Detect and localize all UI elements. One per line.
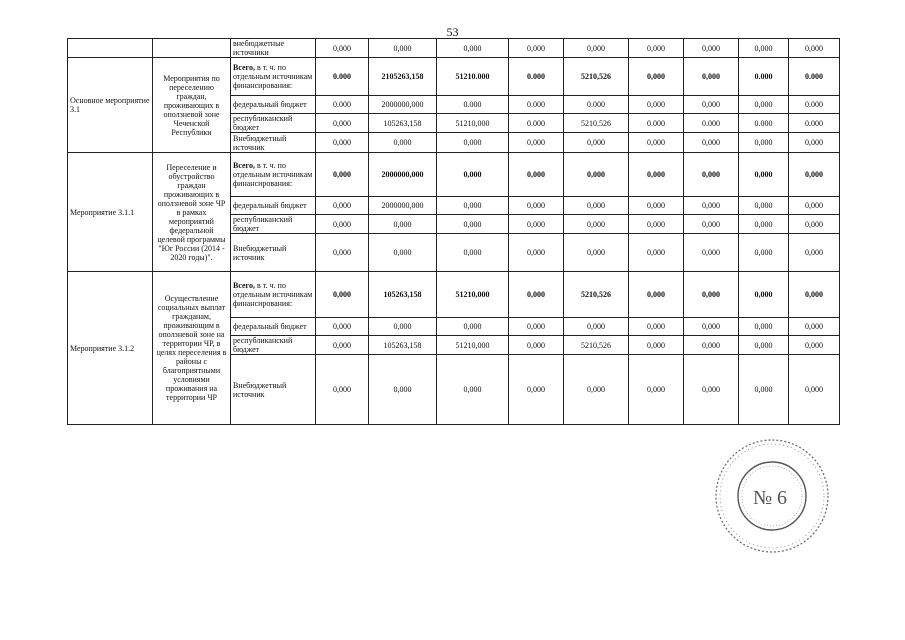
value-cell: 0,000 bbox=[739, 318, 789, 336]
source-text: Внебюджетный источник bbox=[233, 133, 287, 152]
value-cell: 0.000 bbox=[316, 58, 369, 96]
value-cell: 0,000 bbox=[629, 133, 684, 153]
value-cell: 0.000 bbox=[437, 96, 509, 114]
value-cell: 0,000 bbox=[437, 234, 509, 272]
source-text: в т. ч. по отдельным источникам финансирования: bbox=[233, 281, 313, 308]
financing-table bbox=[67, 38, 840, 425]
value-cell: 0.000 bbox=[739, 58, 789, 96]
source-cell bbox=[231, 234, 316, 272]
source-text: Внебюджетный источник bbox=[233, 243, 287, 262]
value-cell: 0.000 bbox=[789, 96, 840, 114]
group-label: Мероприятие 3.1.2 bbox=[68, 272, 153, 425]
value-cell: 0.000 bbox=[789, 114, 840, 133]
value-cell: 0,000 bbox=[369, 355, 437, 425]
value-cell: 0,000 bbox=[629, 153, 684, 197]
group-name: Мероприятия по переселению граждан, проживающих в оползневой зоне Чеченской Республики bbox=[153, 58, 231, 153]
value-cell: 0,000 bbox=[739, 96, 789, 114]
value-cell: 5210.526 bbox=[564, 114, 629, 133]
value-cell: 51210,000 bbox=[437, 336, 509, 355]
value-cell: 0,000 bbox=[437, 39, 509, 58]
value-cell: 0,000 bbox=[739, 133, 789, 153]
source-text: федеральный бюджет bbox=[233, 201, 307, 210]
table-row bbox=[68, 39, 840, 58]
value-cell: 0,000 bbox=[739, 272, 789, 318]
value-cell: 0,000 bbox=[509, 318, 564, 336]
value-cell: 5210,526 bbox=[564, 58, 629, 96]
value-cell: 2000000,000 bbox=[369, 96, 437, 114]
value-cell: 0,000 bbox=[629, 215, 684, 234]
value-cell: 0.000 bbox=[739, 114, 789, 133]
value-cell: 0,000 bbox=[564, 153, 629, 197]
value-cell: 0,000 bbox=[437, 153, 509, 197]
value-cell: 0,000 bbox=[684, 272, 739, 318]
source-text: в т. ч. по отдельным источникам финансирования: bbox=[233, 63, 313, 90]
value-cell: 0,000 bbox=[564, 355, 629, 425]
value-cell: 0,000 bbox=[509, 234, 564, 272]
stamp-text: № 6 bbox=[752, 487, 788, 509]
value-cell: 0,000 bbox=[509, 272, 564, 318]
source-cell bbox=[231, 58, 316, 96]
value-cell: 0,000 bbox=[369, 133, 437, 153]
value-cell: 0,000 bbox=[437, 318, 509, 336]
value-cell: 0,000 bbox=[684, 58, 739, 96]
value-cell: 0,000 bbox=[316, 133, 369, 153]
value-cell: 0,000 bbox=[437, 197, 509, 215]
table-row-total bbox=[68, 272, 840, 318]
value-cell: 0,000 bbox=[789, 197, 840, 215]
value-cell: 0.000 bbox=[509, 96, 564, 114]
value-cell: 0.000 bbox=[564, 96, 629, 114]
value-cell: 0,000 bbox=[509, 197, 564, 215]
value-cell: 51210,000 bbox=[437, 272, 509, 318]
value-cell: 0,000 bbox=[509, 215, 564, 234]
value-cell: 0,000 bbox=[316, 215, 369, 234]
value-cell: 0,000 bbox=[629, 318, 684, 336]
source-text: Внебюджетный источник bbox=[233, 380, 287, 399]
value-cell: 0,000 bbox=[509, 153, 564, 197]
value-cell: 0,000 bbox=[684, 336, 739, 355]
source-cell bbox=[231, 215, 316, 234]
value-cell: 0,000 bbox=[684, 355, 739, 425]
value-cell: 0,000 bbox=[316, 272, 369, 318]
value-cell: 0,000 bbox=[509, 133, 564, 153]
source-cell bbox=[231, 355, 316, 425]
value-cell: 0,000 bbox=[509, 355, 564, 425]
value-cell: 0,000 bbox=[316, 318, 369, 336]
value-cell: 0,000 bbox=[564, 318, 629, 336]
value-cell: 0.000 bbox=[509, 114, 564, 133]
value-cell: 0,000 bbox=[369, 318, 437, 336]
group-label: Основное мероприятие 3.1 bbox=[68, 58, 153, 153]
group-name: Переселение и обустройство граждан проживающих в оползневой зоне ЧР в рамках мероприятий федеральной целевой программы "Юг России (2014 - 2020 годы)". bbox=[153, 153, 231, 272]
value-cell: 0,000 bbox=[789, 336, 840, 355]
value-cell: 0.000 bbox=[316, 96, 369, 114]
group-label: Мероприятие 3.1.1 bbox=[68, 153, 153, 272]
value-cell: 0,000 bbox=[316, 234, 369, 272]
source-bold: Всего, bbox=[233, 63, 255, 72]
value-cell: 5210,526 bbox=[564, 272, 629, 318]
value-cell: 105263,158 bbox=[369, 336, 437, 355]
value-cell: 0,000 bbox=[629, 96, 684, 114]
name-cell bbox=[153, 39, 231, 58]
value-cell: 0,000 bbox=[684, 133, 739, 153]
source-cell bbox=[231, 272, 316, 318]
table-row-total bbox=[68, 153, 840, 197]
office-stamp bbox=[712, 436, 832, 556]
value-cell: 0,000 bbox=[369, 39, 437, 58]
source-text: федеральный бюджет bbox=[233, 322, 307, 331]
value-cell: 0,000 bbox=[629, 355, 684, 425]
source-cell: внебюджетные источники bbox=[231, 39, 316, 58]
value-cell: 0,000 bbox=[316, 39, 369, 58]
value-cell: 2000000,000 bbox=[369, 197, 437, 215]
value-cell: 5210,526 bbox=[564, 336, 629, 355]
value-cell: 0,000 bbox=[509, 39, 564, 58]
table-body bbox=[68, 39, 840, 425]
value-cell: 0,000 bbox=[789, 133, 840, 153]
value-cell: 51210.000 bbox=[437, 58, 509, 96]
value-cell: 0,000 bbox=[739, 215, 789, 234]
value-cell: 0,000 bbox=[789, 318, 840, 336]
source-text: республиканский бюджет bbox=[233, 215, 293, 233]
value-cell: 2105263,158 bbox=[369, 58, 437, 96]
value-cell: 0,000 bbox=[629, 58, 684, 96]
value-cell: 0,000 bbox=[437, 133, 509, 153]
value-cell: 0,000 bbox=[684, 153, 739, 197]
source-text: федеральный бюджет bbox=[233, 100, 307, 109]
value-cell: 0,000 bbox=[789, 153, 840, 197]
value-cell: 0,000 bbox=[316, 355, 369, 425]
value-cell: 0,000 bbox=[789, 355, 840, 425]
value-cell: 0,000 bbox=[629, 39, 684, 58]
table-row-total bbox=[68, 58, 840, 96]
value-cell: 0.000 bbox=[684, 114, 739, 133]
value-cell: 0,000 bbox=[564, 197, 629, 215]
value-cell: 0,000 bbox=[789, 234, 840, 272]
source-cell bbox=[231, 96, 316, 114]
value-cell: 0,000 bbox=[739, 39, 789, 58]
value-cell: 0,000 bbox=[316, 114, 369, 133]
value-cell: 0,000 bbox=[437, 355, 509, 425]
value-cell: 0.000 bbox=[629, 114, 684, 133]
value-cell: 0.000 bbox=[789, 58, 840, 96]
value-cell: 0,000 bbox=[509, 336, 564, 355]
value-cell: 0,000 bbox=[437, 215, 509, 234]
value-cell: 0,000 bbox=[629, 197, 684, 215]
label-cell bbox=[68, 39, 153, 58]
value-cell: 0,000 bbox=[564, 234, 629, 272]
value-cell: 0,000 bbox=[316, 336, 369, 355]
source-text: в т. ч. по отдельным источникам финансирования: bbox=[233, 161, 313, 188]
value-cell: 0,000 bbox=[739, 355, 789, 425]
value-cell: 0,000 bbox=[629, 234, 684, 272]
value-cell: 0,000 bbox=[789, 215, 840, 234]
value-cell: 0,000 bbox=[369, 234, 437, 272]
source-cell bbox=[231, 114, 316, 133]
value-cell: 0.000 bbox=[509, 58, 564, 96]
value-cell: 0,000 bbox=[739, 234, 789, 272]
value-cell: 0,000 bbox=[684, 215, 739, 234]
value-cell: 0,000 bbox=[369, 215, 437, 234]
group-name: Осуществление социальных выплат гражданам, проживающим в оползневой зоне на территории ЧР, в целях переселения в районы с благоприятными условиями проживания на территории ЧР bbox=[153, 272, 231, 425]
value-cell: 0,000 bbox=[564, 215, 629, 234]
value-cell: 0,000 bbox=[629, 336, 684, 355]
value-cell: 0,000 bbox=[684, 96, 739, 114]
value-cell: 2000000,000 bbox=[369, 153, 437, 197]
value-cell: 0,000 bbox=[316, 153, 369, 197]
page-number: 53 bbox=[446, 25, 459, 39]
source-text: республиканский бюджет bbox=[233, 336, 293, 354]
value-cell: 0,000 bbox=[629, 272, 684, 318]
value-cell: 0,000 bbox=[684, 39, 739, 58]
source-cell bbox=[231, 318, 316, 336]
source-cell bbox=[231, 133, 316, 153]
value-cell: 0,000 bbox=[564, 133, 629, 153]
value-cell: 0,000 bbox=[684, 318, 739, 336]
value-cell: 105263,158 bbox=[369, 272, 437, 318]
value-cell: 105263,158 bbox=[369, 114, 437, 133]
value-cell: 0,000 bbox=[739, 197, 789, 215]
value-cell: 51210,000 bbox=[437, 114, 509, 133]
value-cell: 0,000 bbox=[684, 234, 739, 272]
value-cell: 0,000 bbox=[316, 197, 369, 215]
source-text: республиканский бюджет bbox=[233, 114, 293, 132]
value-cell: 0,000 bbox=[564, 39, 629, 58]
value-cell: 0,000 bbox=[684, 197, 739, 215]
source-cell bbox=[231, 197, 316, 215]
source-bold: Всего, bbox=[233, 281, 255, 290]
value-cell: 0,000 bbox=[789, 272, 840, 318]
value-cell: 0,000 bbox=[739, 336, 789, 355]
value-cell: 0,000 bbox=[739, 153, 789, 197]
source-cell bbox=[231, 153, 316, 197]
source-bold: Всего, bbox=[233, 161, 255, 170]
value-cell: 0,000 bbox=[789, 39, 840, 58]
source-cell bbox=[231, 336, 316, 355]
